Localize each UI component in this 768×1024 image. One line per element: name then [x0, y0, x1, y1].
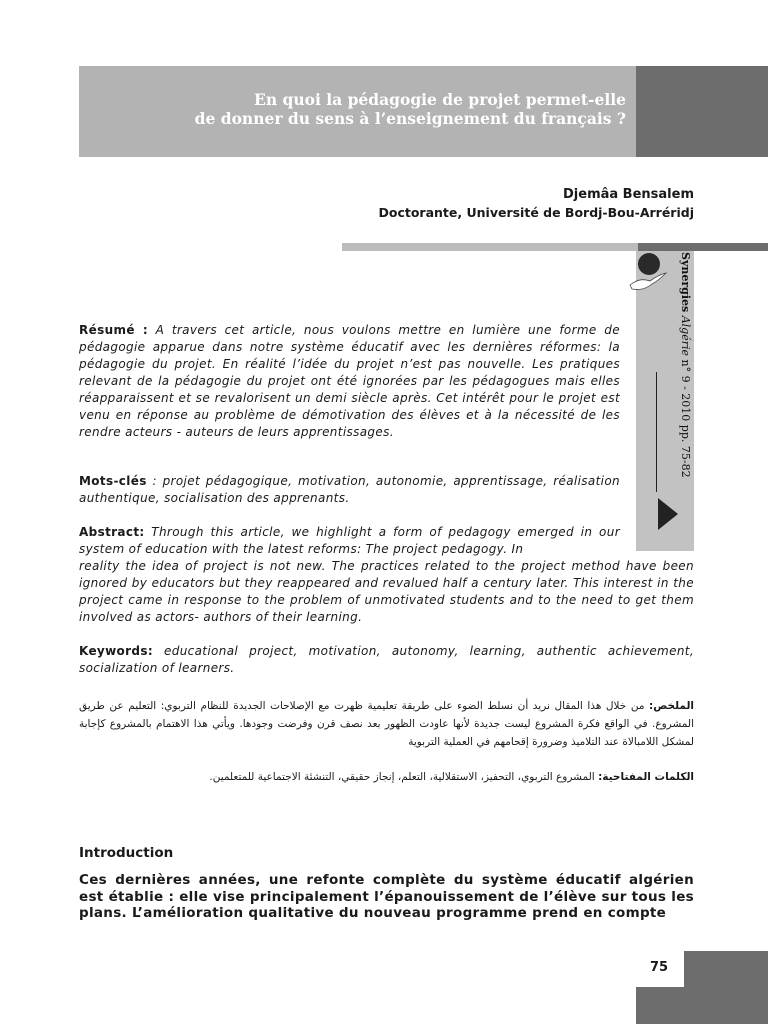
- keywords-paragraph: [79, 643, 694, 677]
- title-dark-block: [636, 66, 768, 157]
- arabic-abstract: [79, 697, 694, 751]
- arabic-keywords: [79, 768, 694, 786]
- author-block: [379, 186, 695, 222]
- title-banner: [79, 66, 636, 157]
- page-number: 75: [649, 960, 669, 975]
- resume-text: A travers cet article, nous voulons mettre en lumière une forme de pédagogie apparue dans notre système éducatif avec les dernières réformes: la pédagogie du projet. En réalité l’idée du projet n’est pas nouvelle. Les pratiques relevant de la pédagogie du projet ont été ignorées par les pédagogues mais elles réapparaissent et se revalorisent un demi siècle après. Cet intérêt pour le projet est venu en réponse au problème de démotivation des élèves et à la nécessité de les rendre acteurs - auteurs de leurs apprentissages.: [79, 323, 620, 439]
- mots-cles-paragraph: [79, 473, 620, 507]
- author-university: , Université de Bordj-Bou-Arréridj: [457, 205, 694, 220]
- article-title-line2: de donner du sens à l’enseignement du français ?: [194, 109, 626, 128]
- sidebar-line: [656, 372, 657, 492]
- abstract-text-narrow: Through this article, we highlight a form of pedagogy emerged in our system of education with the latest reforms: The project pedagogy. In: [79, 525, 620, 556]
- author-name: Djemâa Bensalem: [563, 187, 694, 202]
- article-title: [195, 90, 626, 128]
- article-title-line1: En quoi la pédagogie de projet permet-elle: [254, 90, 626, 109]
- mots-cles-text: : projet pédagogique, motivation, autonomie, apprentissage, réalisation authentique, socialisation des apprenants.: [79, 474, 620, 505]
- introduction-paragraph: Ces dernières années, une refonte complète du système éducatif algérien est établie : elle vise principalement l’épanouissement de l’élève sur tous les plans. L’amélioration qualitative du nouveau programme prend en compte: [79, 872, 694, 921]
- introduction-heading: Introduction: [79, 845, 174, 861]
- header-rule-dark: [638, 243, 768, 251]
- mots-cles-label: Mots-clés: [79, 474, 147, 488]
- arabic-keywords-text: المشروع التربوي، التحفيز، الاستقلالية، التعلم، إنجاز حقيقي، التنشئة الاجتماعية للمتعلمين.: [209, 771, 599, 783]
- author-role: Doctorante: [378, 205, 458, 220]
- resume-label: Résumé :: [79, 323, 148, 337]
- arabic-abstract-text: من خلال هذا المقال نريد أن نسلط الضوء على طريقة تعليمية ظهرت مع الإصلاحات الجديدة للنظام التربوي: التعليم عن طريق المشروع. في الواقع فكرة المشروع ليست جديدة لأنها عاودت الظهور بعد نصف قرن وفرضت وجودها. ويأتي هذا الاهتمام بالمشروع كإجابة لمشكل اللامبالاة عند التلاميذ وضرورة إقحامهم في العملية التربوية: [79, 700, 694, 748]
- journal-name: Synergies: [679, 252, 692, 313]
- triangle-right-icon: [658, 498, 678, 530]
- journal-citation: [672, 252, 692, 482]
- journal-country: Algérie: [679, 312, 692, 356]
- header-rule-light: [342, 243, 638, 251]
- arabic-keywords-label: الكلمات المفتاحية:: [598, 771, 694, 783]
- author-affiliation: [379, 204, 695, 222]
- resume-paragraph: [79, 322, 620, 441]
- keywords-text: educational project, motivation, autonomy, learning, authentic achievement, socialization of learners.: [79, 644, 694, 675]
- keywords-label: Keywords:: [79, 644, 153, 658]
- journal-issue: n° 9 - 2010 pp. 75-82: [679, 356, 692, 478]
- abstract-paragraph-narrow: [79, 524, 620, 558]
- abstract-paragraph-wide: reality the idea of project is not new. The practices related to the project method have been ignored by educators but they reappeared and revalued half a century later. This interest in the project came in response to the problem of unmotivated students and to the need to get them involved as actors- authors of their learning.: [79, 559, 694, 624]
- arabic-abstract-label: الملخص:: [649, 700, 694, 712]
- dove-logo-icon: [628, 251, 668, 297]
- abstract-label: Abstract:: [79, 525, 145, 539]
